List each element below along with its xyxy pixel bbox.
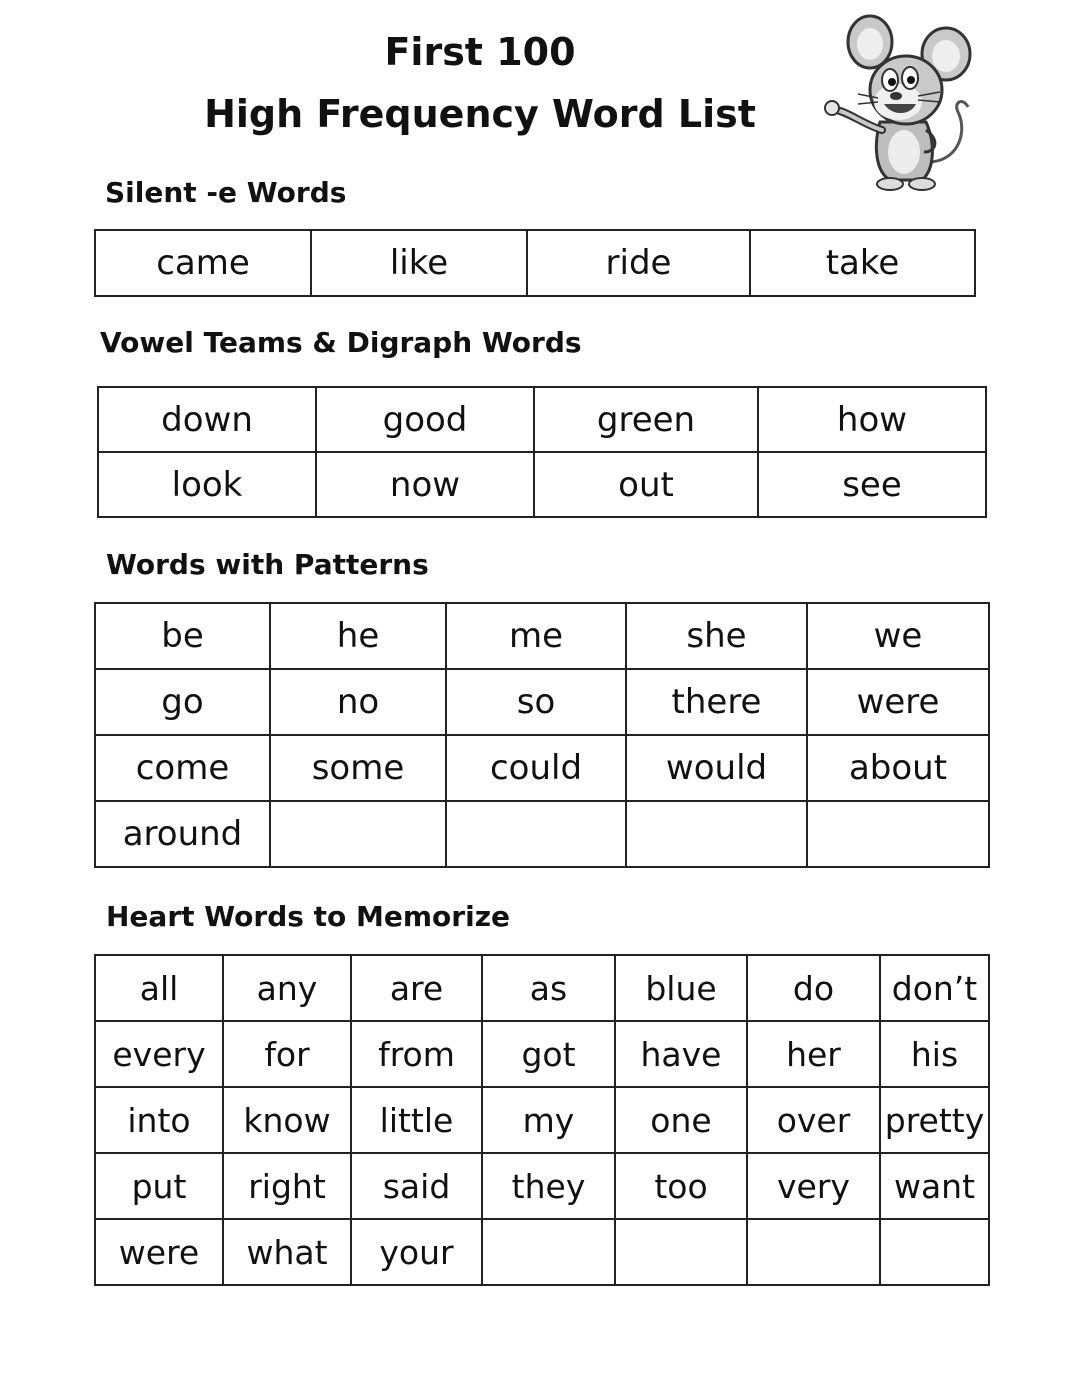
word-cell: put [95,1153,223,1219]
word-cell: could [446,735,626,801]
word-cell: want [880,1153,989,1219]
empty-cell [615,1219,747,1285]
word-cell: about [807,735,989,801]
empty-cell [807,801,989,867]
word-cell: were [807,669,989,735]
table-row [95,1219,989,1285]
word-cell: one [615,1087,747,1153]
heart-word-table [94,954,990,1286]
silent-e-word-table [94,229,976,297]
word-cell: would [626,735,807,801]
word-cell: little [351,1087,482,1153]
patterns-word-table [94,602,990,868]
word-cell: were [95,1219,223,1285]
word-cell: over [747,1087,880,1153]
empty-cell [270,801,446,867]
word-cell: came [95,230,311,296]
table-row [98,387,986,452]
word-cell: all [95,955,223,1021]
table-row [95,603,989,669]
word-cell: see [758,452,986,517]
word-cell: pretty [880,1087,989,1153]
word-cell: she [626,603,807,669]
word-cell: every [95,1021,223,1087]
word-cell: have [615,1021,747,1087]
word-cell: he [270,603,446,669]
page-title-line-1: First 100 [384,30,576,74]
word-cell: out [534,452,758,517]
word-cell: be [95,603,270,669]
word-cell: are [351,955,482,1021]
table-row [95,735,989,801]
word-cell: come [95,735,270,801]
section-heading-patterns: Words with Patterns [106,548,429,581]
word-cell: so [446,669,626,735]
empty-cell [880,1219,989,1285]
section-heading-silent-e: Silent -e Words [105,176,347,209]
table-row [95,230,975,296]
word-cell: her [747,1021,880,1087]
word-cell: no [270,669,446,735]
empty-cell [747,1219,880,1285]
word-cell: very [747,1153,880,1219]
empty-cell [626,801,807,867]
word-cell: into [95,1087,223,1153]
word-cell: down [98,387,316,452]
word-cell: got [482,1021,615,1087]
word-cell: around [95,801,270,867]
section-heading-vowel-teams: Vowel Teams & Digraph Words [100,326,582,359]
word-cell: how [758,387,986,452]
word-cell: his [880,1021,989,1087]
word-cell: there [626,669,807,735]
word-cell: green [534,387,758,452]
word-cell: good [316,387,534,452]
word-cell: my [482,1087,615,1153]
page-title-line-2: High Frequency Word List [204,92,756,136]
word-cell: some [270,735,446,801]
word-cell: any [223,955,351,1021]
table-row [95,955,989,1021]
word-cell: know [223,1087,351,1153]
table-row [95,801,989,867]
word-cell: right [223,1153,351,1219]
word-cell: as [482,955,615,1021]
table-row [95,1021,989,1087]
word-cell: from [351,1021,482,1087]
word-cell: don’t [880,955,989,1021]
word-cell: what [223,1219,351,1285]
word-cell: go [95,669,270,735]
table-row [95,1087,989,1153]
table-row [95,1153,989,1219]
word-cell: blue [615,955,747,1021]
vowel-teams-word-table [97,386,987,518]
mouse-mascot-icon [818,12,978,192]
empty-cell [482,1219,615,1285]
word-cell: me [446,603,626,669]
table-row [98,452,986,517]
word-cell: for [223,1021,351,1087]
empty-cell [446,801,626,867]
word-cell: look [98,452,316,517]
word-cell: ride [527,230,750,296]
word-cell: too [615,1153,747,1219]
word-cell: now [316,452,534,517]
section-heading-heart-words: Heart Words to Memorize [106,900,510,933]
word-cell: do [747,955,880,1021]
word-cell: like [311,230,527,296]
word-cell: they [482,1153,615,1219]
word-cell: your [351,1219,482,1285]
word-cell: we [807,603,989,669]
word-cell: take [750,230,975,296]
table-row [95,669,989,735]
word-cell: said [351,1153,482,1219]
